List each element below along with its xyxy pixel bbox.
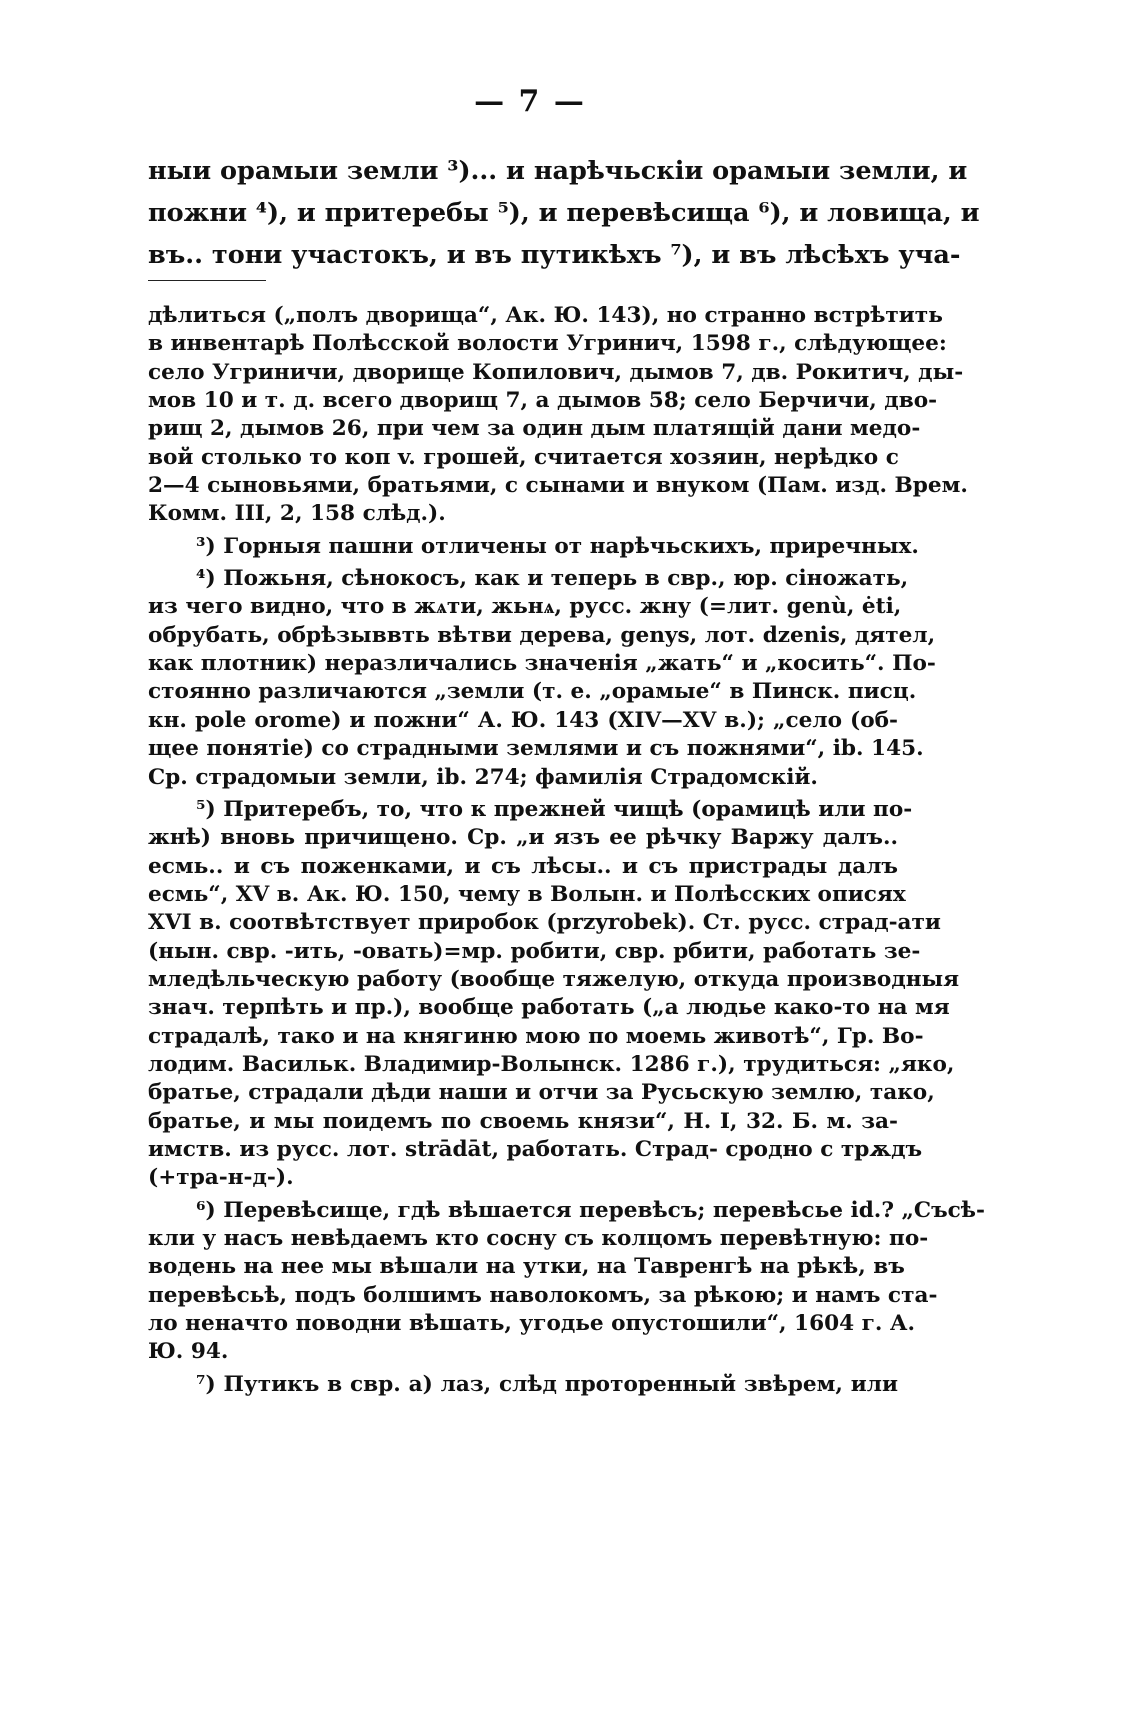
footnote-line: стоянно различаются „земли (т. е. „орамые“ в Пинск. писц. [148,679,917,705]
footnotes [148,302,985,1399]
footnote-line: ло неначто поводни вѣшать, угодье опустошили“, 1604 г. А. [148,1311,916,1337]
footnote-line: мов 10 и т. д. всего дворищ 7, а дымов 58; село Берчичи, дво- [148,388,938,414]
footnote-line: вой столько то коп v. грошей, считается хозяин, нерѣдко с [148,444,899,470]
footnote-line: братье, страдали дѣди наши и отчи за Русьскую землю, тако, [148,1080,935,1106]
footnote-line: кн. pole orome) и пожни“ А. Ю. 143 (XIV—XV в.); „село (об- [148,707,898,733]
main-text-line: ныи орамыи земли ³)... и нарѣчьскіи орамыи земли, и [148,156,968,186]
footnote-line: XVI в. соотвѣтствует приробок (przyrobek). Ст. русс. страд-ати [148,910,941,936]
footnote-line: имств. из русс. лот. strādāt, работать. Страд- сродно с трѫдъ [148,1136,923,1162]
footnote-4 [148,565,936,792]
footnote-3 [148,533,919,561]
footnote-line: есмь“, XV в. Ак. Ю. 150, чему в Волын. и Полѣсских описях [148,881,906,907]
footnote-line: водень на нее мы вѣшали на утки, на Тавренгѣ на рѣкѣ, въ [148,1254,905,1280]
footnote-line: ⁶) Перевѣсище, гдѣ вѣшается перевѣсъ; перевѣсье id.? „Съсѣ- [196,1197,985,1223]
main-text-line: въ.. тони участокъ, и въ путикѣхъ ⁷), и въ лѣсѣхъ уча- [148,240,961,270]
footnote-line: страдалѣ, тако и на княгиню мою по моемь животѣ“, Гр. Во- [148,1023,924,1049]
footnote-line: рищ 2, дымов 26, при чем за один дым платящій дани медо- [148,416,921,442]
footnote-line: дѣлиться („полъ дворища“, Ак. Ю. 143), но странно встрѣтить [148,303,943,328]
footnote-separator-rule [148,280,266,281]
footnote-line: братье, и мы поидемъ по своемь князи“, Н. I, 32. Б. м. за- [148,1108,898,1134]
footnote-line: щее понятіе) со страдными землями и съ пожнями“, ib. 145. [148,736,924,762]
footnote-line: знач. терпѣть и пр.), вообще работать („а людье како-то на мя [148,995,950,1021]
footnote-line: село Угриничи, дворище Копилович, дымов 7, дв. Рокитич, ды- [148,359,964,385]
footnote-line: жнѣ) вновь причищено. Ср. „и язъ ее рѣчку Варжу далъ.. [148,825,898,851]
footnote-line: Ср. страдомыи земли, ib. 274; фамилія Страдомскій. [148,764,818,790]
footnote-line: Ю. 94. [148,1339,229,1365]
footnote-line: Комм. III, 2, 158 слѣд.). [148,501,446,527]
footnote-line: из чего видно, что в жѧти, жьнѧ, русс. жну (=лит. genù, ėti, [148,594,902,620]
footnote-line: кли у насъ невѣдаемъ кто сосну съ колцомъ перевѣтную: по- [148,1226,929,1251]
footnote-line: ³) Горныя пашни отличены от нарѣчьскихъ, приречных. [196,533,919,559]
footnote-7 [148,1371,898,1399]
footnote-line: в инвентарѣ Полѣсской волости Угринич, 1598 г., слѣдующее: [148,331,947,357]
footnote-line: как плотник) неразличались значенія „жать“ и „косить“. По- [148,651,936,677]
footnote-continuation [148,302,968,529]
footnote-line: обрубать, обрѣзыввть вѣтви дерева, genys, лот. dzenis, дятел, [148,622,936,648]
footnote-5 [148,796,960,1193]
footnote-line: перевѣсьѣ, подъ болшимъ наволокомъ, за рѣкою; и намъ ста- [148,1282,938,1308]
main-text [148,150,980,276]
footnote-line: лодим. Васильк. Владимир-Волынск. 1286 г.), трудиться: „яко, [148,1051,955,1077]
footnote-line: ⁴) Пожьня, сѣнокосъ, как и теперь в свр., юр. сіножать, [196,566,909,592]
footnote-line: (нын. свр. -ить, -овать)=мр. робити, свр. рбити, работать зе- [148,938,921,964]
footnote-line: 2—4 сыновьями, братьями, с сынами и внуком (Пам. изд. Врем. [148,473,968,499]
footnote-line: мледѣльческую работу (вообще тяжелую, откуда производныя [148,966,960,992]
main-text-line: пожни ⁴), и притеребы ⁵), и перевѣсища ⁶), и ловища, и [148,198,980,228]
footnote-6 [148,1197,985,1367]
footnote-line: ⁵) Притеребъ, то, что к прежней чищѣ (орамицѣ или по- [196,796,913,822]
page-number: — 7 — [474,84,586,119]
footnote-line: есмь.. и съ поженками, и съ лѣсы.. и съ пристрады далъ [148,853,898,879]
footnote-line: (+тра-н-д-). [148,1165,294,1191]
footnote-line: ⁷) Путикъ в свр. а) лаз, слѣд проторенный звѣрем, или [196,1371,898,1397]
